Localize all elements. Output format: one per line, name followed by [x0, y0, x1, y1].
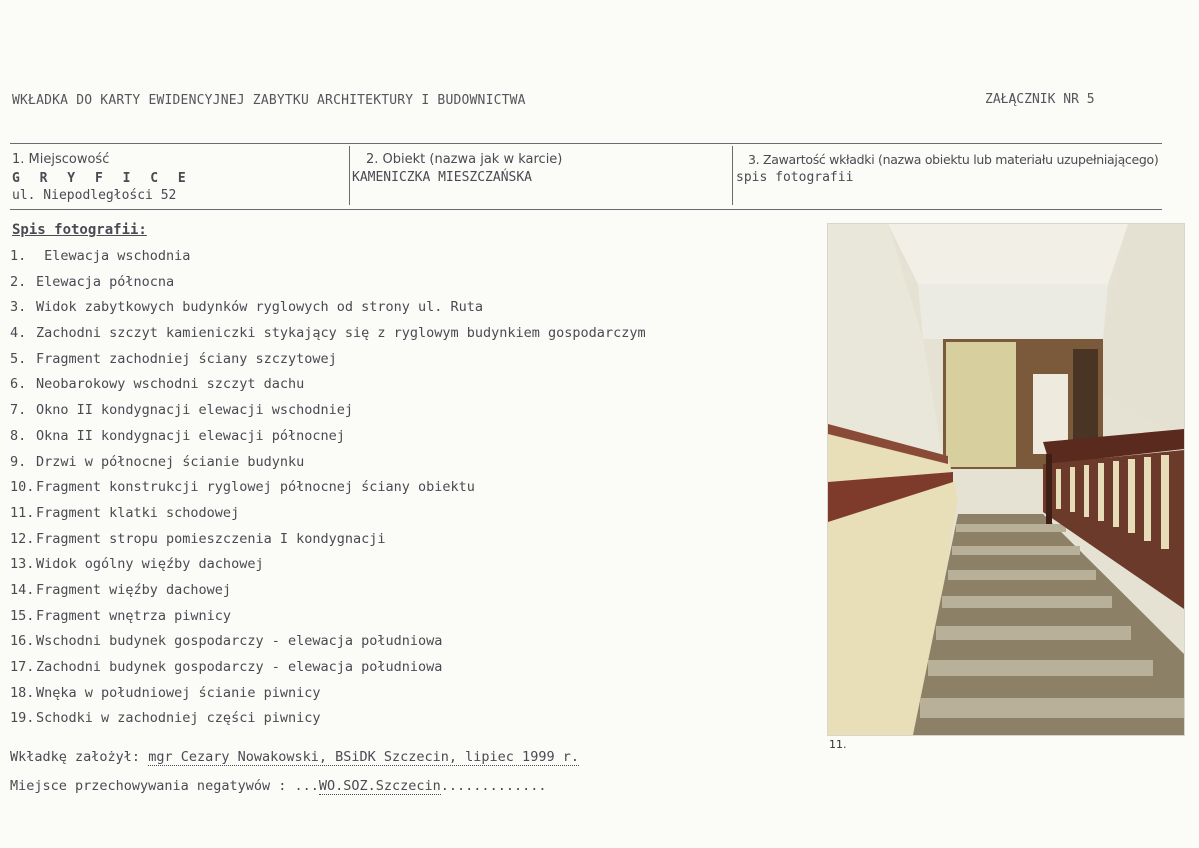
list-item: 10. Fragment konstrukcji ryglowej północnej ściany obiektu [10, 479, 475, 496]
place-label: 1. Miejscowość [12, 152, 110, 167]
staircase-photo [827, 223, 1185, 736]
list-item: 17. Zachodni budynek gospodarczy - elewacja południowa [10, 659, 443, 675]
list-item: 1. Elewacja wschodnia [10, 248, 191, 264]
list-item: 19. Schodki w zachodniej części piwnicy [10, 710, 321, 727]
divider-bottom [10, 209, 1162, 210]
list-item: 18. Wnęka w południowej ścianie piwnicy [10, 684, 321, 701]
list-item: 5. Fragment zachodniej ściany szczytowej [10, 350, 337, 367]
list-item: 12. Fragment stropu pomieszczenia I kondygnacji [10, 530, 386, 547]
author-value: mgr Cezary Nowakowski, BSiDK Szczecin, lipiec 1999 r. [148, 749, 579, 765]
author-label: Wkładkę założył: [10, 749, 141, 765]
list-item: 11. Fragment klatki schodowej [10, 504, 240, 521]
column-divider-2 [732, 146, 733, 205]
document-title: WKŁADKA DO KARTY EWIDENCYJNEJ ZABYTKU ARCHITEKTURY I BUDOWNICTWA [12, 93, 526, 108]
contents-value: spis fotografii [736, 170, 854, 185]
list-item: 13. Widok ogólny więźby dachowej [10, 556, 264, 573]
list-heading: Spis fotografii: [12, 222, 147, 238]
negatives-value: WO.SOZ.Szczecin [318, 778, 441, 794]
address-value: ul. Niepodległości 52 [12, 188, 177, 203]
place-value: G R Y F I C E [12, 171, 192, 186]
list-item: 14. Fragment więźby dachowej [10, 581, 232, 598]
object-label: 2. Obiekt (nazwa jak w karcie) [366, 152, 563, 167]
list-item: 9. Drzwi w północnej ścianie budynku [10, 453, 305, 470]
list-item: 8. Okna II kondygnacji elewacji północnej [10, 427, 345, 444]
staircase-illustration [828, 224, 1184, 735]
photo-list [10, 247, 646, 735]
negatives-line: Miejsce przechowywania negatywów : ...WO.SOZ.Szczecin............. [10, 778, 547, 794]
list-item: 2. Elewacja północna [10, 273, 175, 290]
list-item: 3. Widok zabytkowych budynków ryglowych od strony ul. Ruta [10, 299, 484, 316]
list-item: 16. Wschodni budynek gospodarczy - elewacja południowa [10, 633, 443, 650]
annex-number: ZAŁĄCZNIK NR 5 [985, 92, 1095, 107]
object-value: KAMENICZKA MIESZCZAŃSKA [352, 170, 533, 185]
list-item: 4. Zachodni szczyt kamieniczki stykający się z ryglowym budynkiem gospodarczym [10, 325, 646, 342]
list-item: 6. Neobarokowy wschodni szczyt dachu [10, 376, 305, 393]
contents-label: 3. Zawartość wkładki (nazwa obiektu lub materiału uzupełniającego) [748, 152, 1159, 167]
negatives-label: Miejsce przechowywania negatywów : [10, 778, 287, 794]
column-divider-1 [349, 146, 350, 205]
photo-caption: 11. [829, 738, 847, 751]
divider-top [10, 143, 1162, 144]
list-item: 7. Okno II kondygnacji elewacji wschodniej [10, 402, 353, 419]
list-item: 15. Fragment wnętrza piwnicy [10, 607, 232, 624]
author-line [10, 749, 579, 765]
